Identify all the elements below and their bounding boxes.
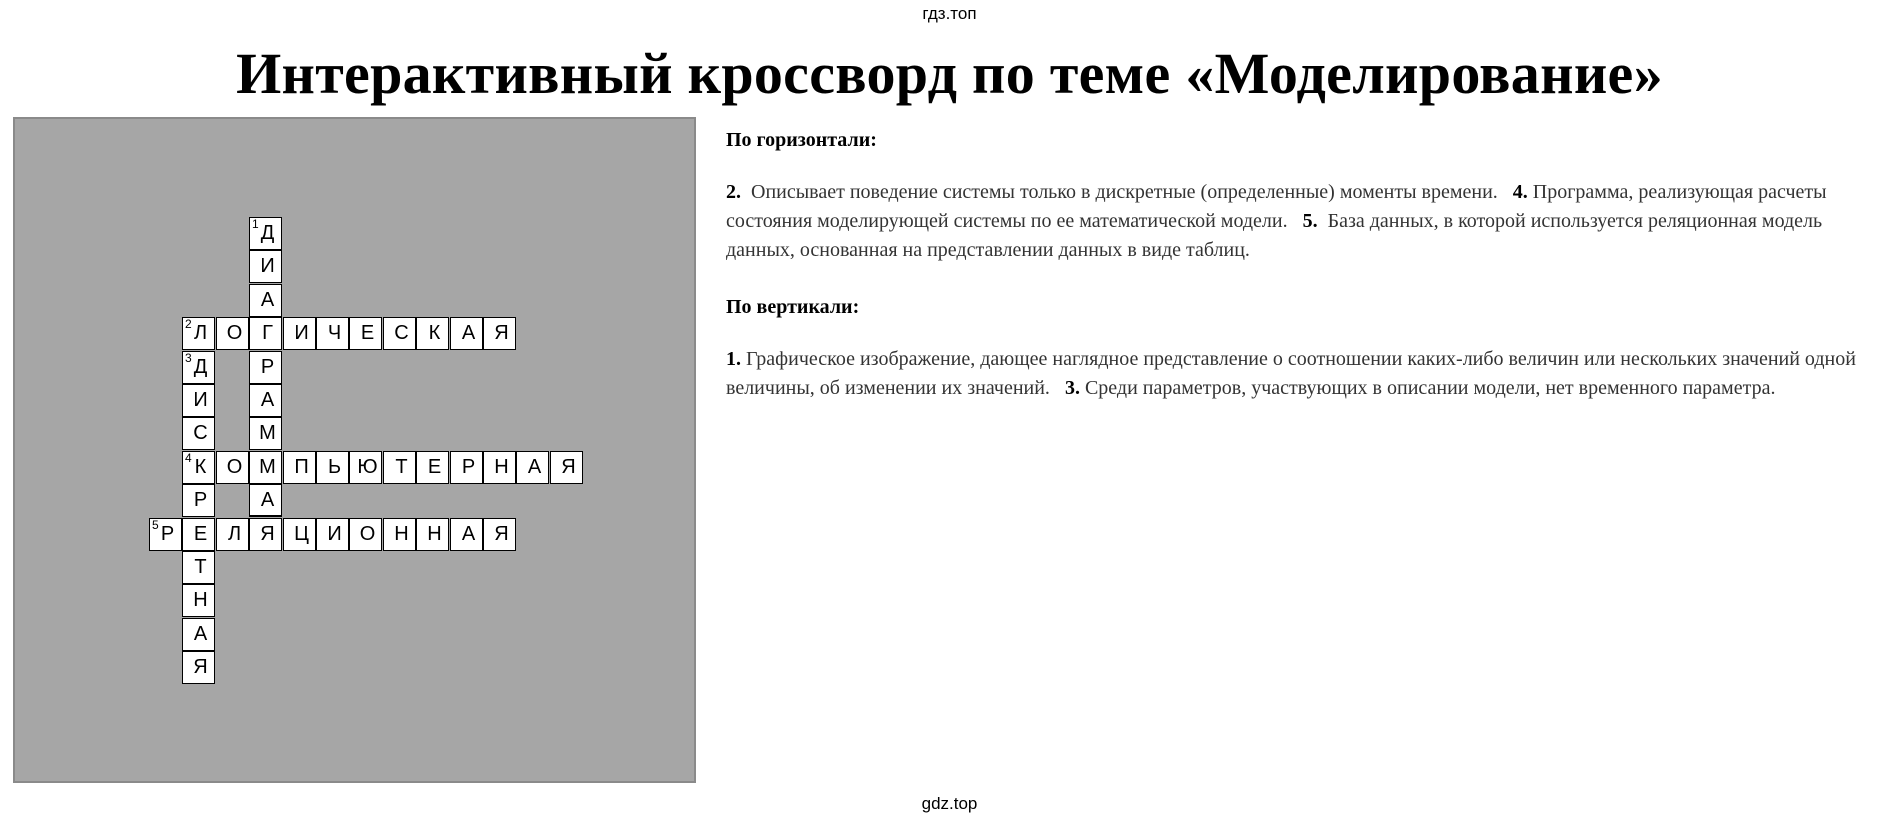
cell-letter: О [226,322,243,344]
down-clue-number: 3. [1064,377,1080,399]
cell-letter: Ч [327,322,342,344]
crossword-cell[interactable] [249,317,282,350]
cell-letter: Ц [294,523,309,545]
down-clue-number: 1. [726,348,741,370]
cell-letter: А [527,456,542,478]
cell-letter: Т [395,456,408,478]
crossword-cell[interactable] [182,351,215,384]
crossword-cell[interactable] [249,284,282,317]
crossword-cell[interactable] [249,451,282,484]
crossword-cell[interactable] [182,518,215,551]
cell-letter: К [428,322,441,344]
crossword-cell[interactable] [249,484,282,517]
crossword-cell[interactable] [383,317,416,350]
cell-letter: Г [262,322,273,344]
crossword-cell[interactable] [483,451,516,484]
across-clue-text: База данных, в которой используется реляционная модель данных, основанная на представлении данных в виде таблиц. [726,210,1823,261]
crossword-cell[interactable] [316,317,349,350]
cell-letter: Р [193,489,208,511]
crossword-cell[interactable] [316,518,349,551]
cell-letter: Р [461,456,476,478]
crossword-cell[interactable] [149,518,182,551]
crossword-cell[interactable] [349,317,382,350]
across-clue-number: 2. [726,181,741,203]
cell-letter: Ь [327,456,342,478]
crossword-cell[interactable] [416,317,449,350]
crossword-cell[interactable] [450,518,483,551]
cell-letter: И [193,389,208,411]
crossword-cell[interactable] [182,417,215,450]
clue-number-label: 1 [252,217,259,231]
cell-letter: Ю [357,456,378,478]
down-clue-text: Графическое изображение, дающее наглядное представление о соотношении каких-либо величин или нескольких значений одной величины, об изменении их значений. [726,348,1856,399]
cell-letter: А [193,623,208,645]
cell-letter: Л [227,523,242,545]
cell-letter: Т [194,556,207,578]
cell-letter: Д [260,222,275,244]
cell-letter: Я [260,523,275,545]
crossword-cell[interactable] [283,518,316,551]
clues-panel [726,126,1886,431]
cell-letter: К [194,456,207,478]
cell-letter: Д [193,356,208,378]
crossword-cell[interactable] [216,317,249,350]
cell-letter: А [461,523,476,545]
cell-letter: Р [260,356,275,378]
crossword-cell[interactable] [383,518,416,551]
cell-letter: Н [394,523,409,545]
cell-letter: А [461,322,476,344]
clue-number-label: 5 [152,518,159,532]
cell-letter: Л [193,322,208,344]
crossword-cell[interactable] [216,451,249,484]
crossword-cell[interactable] [249,417,282,450]
down-clue-text: Среди параметров, участвующих в описании модели, нет временного параметра. [1084,377,1776,399]
across-clue-number: 4. [1512,181,1528,203]
crossword-cell[interactable] [450,451,483,484]
cell-letter: Я [494,523,509,545]
cell-letter: Н [427,523,442,545]
cell-letter: И [294,322,309,344]
cell-letter: Н [193,589,208,611]
crossword-cell[interactable] [416,518,449,551]
cell-letter: О [359,523,376,545]
crossword-cell[interactable] [182,584,215,617]
crossword-cell[interactable] [283,317,316,350]
crossword-cell[interactable] [349,451,382,484]
cell-letter: С [193,422,208,444]
cell-letter: Р [160,523,175,545]
cell-letter: Е [193,523,208,545]
crossword-cell[interactable] [182,618,215,651]
cell-letter: Я [193,656,208,678]
crossword-cell[interactable] [383,451,416,484]
cell-letter: И [327,523,342,545]
crossword-cell[interactable] [249,384,282,417]
crossword-cell[interactable] [483,317,516,350]
crossword-cell[interactable] [249,217,282,250]
down-heading: По вертикали: [726,296,860,318]
page-title: Интерактивный кроссворд по теме «Моделирование» [236,41,1663,106]
crossword-cell[interactable] [249,250,282,283]
cell-letter: Я [494,322,509,344]
clue-number-label: 3 [185,351,192,365]
clue-number-label: 4 [185,451,192,465]
crossword-cell[interactable] [450,317,483,350]
crossword-cell[interactable] [316,451,349,484]
crossword-cell[interactable] [483,518,516,551]
clue-number-label: 2 [185,317,192,331]
across-clue-text: Программа, реализующая расчеты состояния моделирующей системы по ее математической модели. [726,181,1827,232]
cell-letter: О [226,456,243,478]
crossword-cell[interactable] [416,451,449,484]
across-clue-number: 5. [1302,210,1318,232]
across-clue-text: Описывает поведение системы только в дискретные (определенные) моменты времени. [751,181,1498,203]
site-watermark-top: гдз.топ [922,4,977,23]
crossword-cell[interactable] [182,451,215,484]
cell-letter: Я [561,456,576,478]
across-clues [726,178,1886,265]
cell-letter: С [394,322,409,344]
crossword-cell[interactable] [550,451,583,484]
cell-letter: М [259,422,276,444]
cell-letter: П [294,456,309,478]
crossword-cell[interactable] [216,518,249,551]
cell-letter: А [260,289,275,311]
cell-letter: А [260,389,275,411]
crossword-cell[interactable] [516,451,549,484]
crossword-cell[interactable] [182,651,215,684]
cell-letter: И [260,255,275,277]
down-clues [726,345,1886,403]
site-watermark-bottom: gdz.top [921,794,978,813]
cell-letter: Е [427,456,442,478]
crossword-cell[interactable] [249,518,282,551]
cell-letter: А [260,489,275,511]
across-heading: По горизонтали: [726,129,877,151]
crossword-board [13,117,696,783]
crossword-cell[interactable] [182,384,215,417]
crossword-cell[interactable] [349,518,382,551]
cell-letter: Н [494,456,509,478]
cell-letter: М [259,456,276,478]
crossword-cell[interactable] [182,484,215,517]
crossword-cell[interactable] [182,317,215,350]
cell-letter: Е [360,322,375,344]
crossword-cell[interactable] [182,551,215,584]
crossword-cell[interactable] [283,451,316,484]
crossword-cell[interactable] [249,351,282,384]
